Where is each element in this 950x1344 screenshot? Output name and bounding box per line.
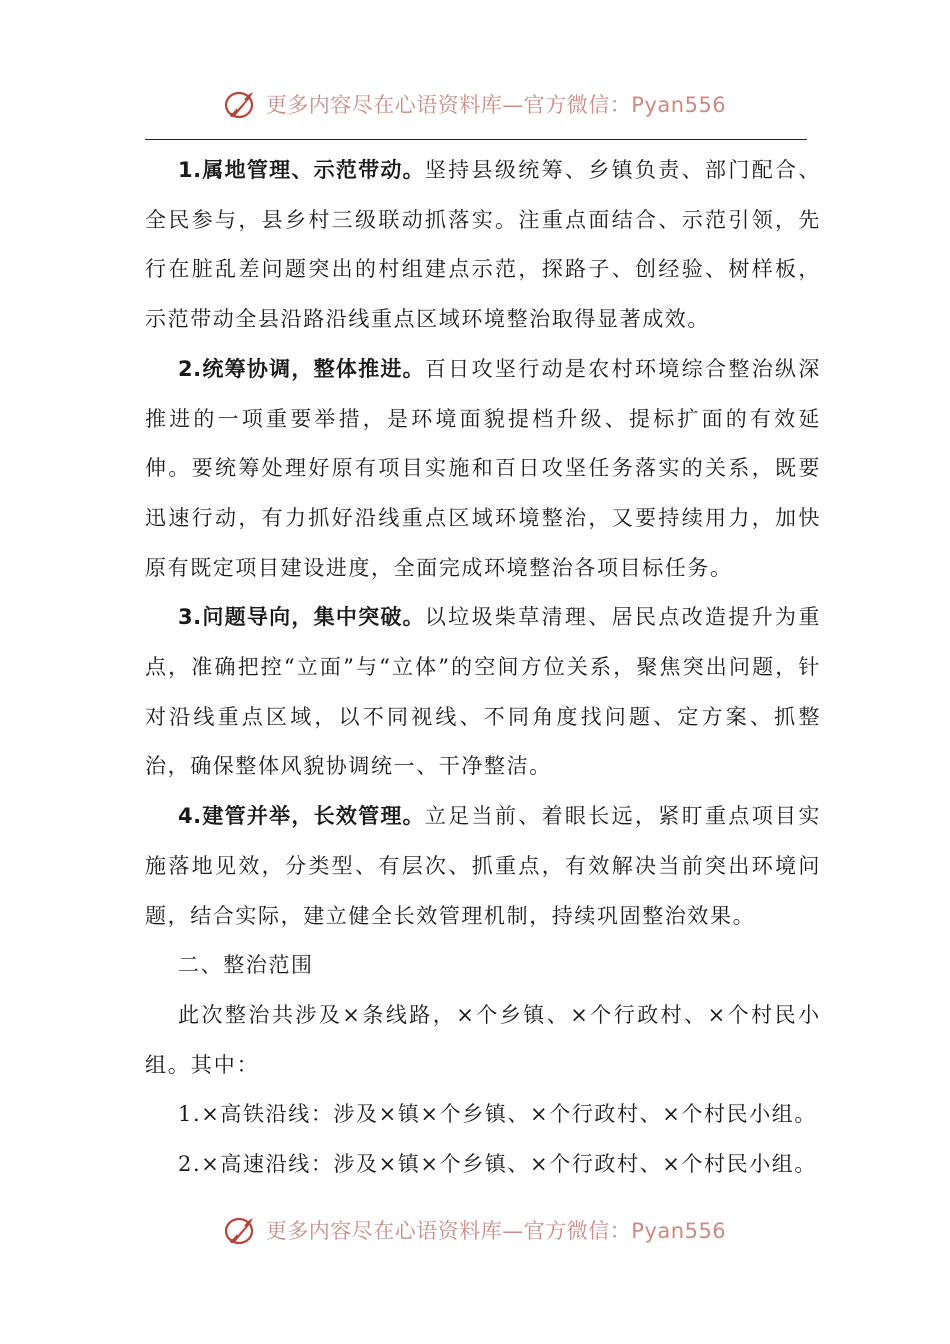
pen-nib-icon bbox=[224, 87, 258, 121]
document-body bbox=[145, 146, 821, 1190]
principle-body-3: 以垃圾柴草清理、居民点改造提升为重点，准确把控“立面”与“立体”的空间方位关系，聚焦突出问题，针对沿线重点区域，以不同视线、不同角度找问题、定方案、抓整治，确保整体风貌协调统一、干净整洁。 bbox=[145, 605, 821, 779]
principle-heading-1: 1.属地管理、示范带动。 bbox=[178, 158, 425, 182]
header-divider bbox=[145, 139, 807, 140]
scope-intro: 此次整治共涉及×条线路，×个乡镇、×个行政村、×个村民小组。其中： bbox=[145, 1002, 821, 1077]
principle-body-4: 立足当前、着眼长远，紧盯重点项目实施落地见效，分类型、有层次、抓重点，有效解决当前突出环境问题，结合实际，建立健全长效管理机制，持续巩固整治效果。 bbox=[145, 804, 821, 928]
principle-heading-4: 4.建管并举，长效管理。 bbox=[178, 804, 425, 829]
footer-watermark bbox=[0, 1210, 950, 1250]
principle-heading-3: 3.问题导向，集中突破。 bbox=[178, 605, 425, 630]
section-title: 二、整治范围 bbox=[178, 953, 314, 978]
scope-item-2: 2.×高速沿线：涉及×镇×个乡镇、×个行政村、×个村民小组。 bbox=[178, 1152, 818, 1177]
scope-item-1: 1.×高铁沿线：涉及×镇×个乡镇、×个行政村、×个村民小组。 bbox=[178, 1102, 818, 1127]
principle-paragraph-1 bbox=[145, 146, 821, 345]
principle-heading-2: 2.统筹协调，整体推进。 bbox=[178, 356, 425, 381]
principle-body-1: 坚持县级统筹、乡镇负责、部门配合、全民参与，县乡村三级联动抓落实。注重点面结合、示范引领，先行在脏乱差问题突出的村组建点示范，探路子、创经验、树样板，示范带动全县沿路沿线重点区域环境整治取得显著成效。 bbox=[145, 158, 821, 332]
watermark-text: 更多内容尽在心语资料库—官方微信：Pyan556 bbox=[265, 93, 727, 117]
header-watermark bbox=[0, 84, 950, 124]
pen-nib-icon bbox=[224, 1213, 258, 1247]
principle-paragraph-3 bbox=[145, 593, 821, 792]
watermark-text: 更多内容尽在心语资料库—官方微信：Pyan556 bbox=[265, 1219, 727, 1243]
principle-body-2: 百日攻坚行动是农村环境综合整治纵深推进的一项重要举措，是环境面貌提档升级、提标扩面的有效延伸。要统筹处理好原有项目实施和百日攻坚任务落实的关系，既要迅速行动，有力抓好沿线重点区域环境整治，又要持续用力，加快原有既定项目建设进度，全面完成环境整治各项目标任务。 bbox=[145, 356, 821, 580]
principle-paragraph-4 bbox=[145, 792, 821, 941]
principle-paragraph-2 bbox=[145, 345, 821, 594]
